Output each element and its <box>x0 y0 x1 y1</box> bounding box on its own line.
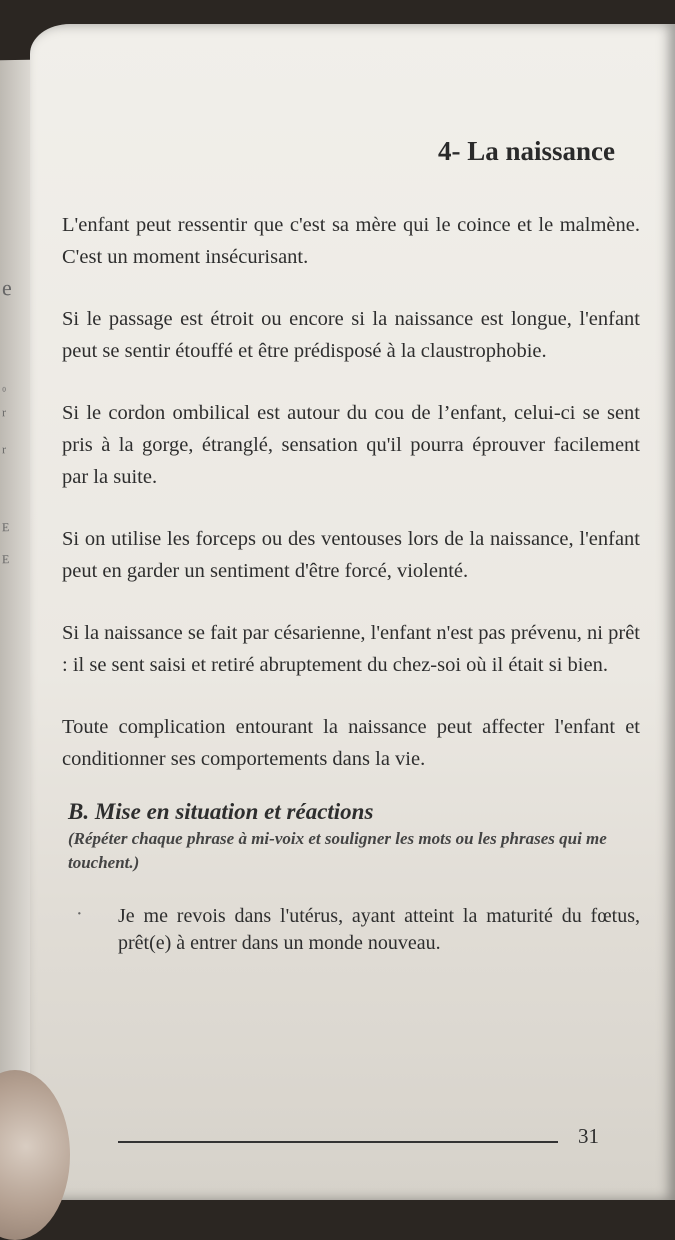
left-page-mark: r <box>2 405 6 420</box>
page-number: 31 <box>578 1124 599 1148</box>
paragraph: L'enfant peut ressentir que c'est sa mère qui le coince et le malmène. C'est un moment insécurisant. <box>62 214 640 268</box>
paragraph: Si la naissance se fait par césarienne, l'enfant n'est pas prévenu, ni prêt : il se sent saisi et retiré abruptement du chez-soi où il était si bien. <box>62 622 640 676</box>
page-content <box>62 209 640 957</box>
left-page-mark: ₀ <box>2 378 7 393</box>
paragraph: Si le cordon ombilical est autour du cou de l’enfant, celui-ci se sent pris à la gorge, étranglé, sensation qu'il pourra éprouver facilement par la suite. <box>62 402 640 488</box>
chapter-title: 4- La naissance <box>437 136 615 166</box>
footer-rule <box>118 1141 558 1143</box>
left-page-mark: r <box>2 442 6 457</box>
bullet-text: Je me revois dans l'utérus, ayant atteint la maturité du fœtus, prêt(e) à entrer dans un monde nouveau. <box>118 905 640 954</box>
section-heading: B. Mise en situation et réactions <box>68 799 374 824</box>
book-page <box>30 24 675 1200</box>
bullet-marker: · <box>76 903 83 925</box>
left-page-mark: E <box>2 520 10 535</box>
left-page-mark: E <box>2 552 10 567</box>
paragraph: Si on utilise les forceps ou des ventouses lors de la naissance, l'enfant peut en garder un sentiment d'être forcé, violenté. <box>62 528 640 582</box>
paragraph: Toute complication entourant la naissance peut affecter l'enfant et conditionner ses comportements dans la vie. <box>62 716 640 770</box>
paragraph: Si le passage est étroit ou encore si la naissance est longue, l'enfant peut se sentir étouffé et être prédisposé à la claustrophobie. <box>62 308 640 362</box>
list-item <box>76 903 640 957</box>
left-page-mark: e <box>2 275 12 301</box>
instruction-text: (Répéter chaque phrase à mi-voix et souligner les mots ou les phrases qui me touchent.) <box>68 829 607 872</box>
left-page-edge <box>0 60 30 1141</box>
